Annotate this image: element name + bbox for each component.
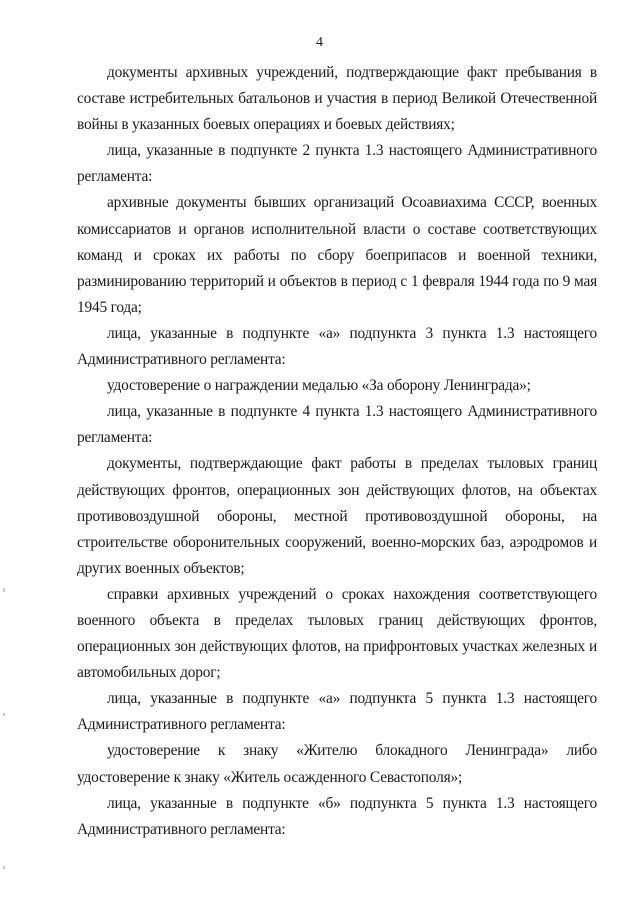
scan-artifact xyxy=(3,866,5,869)
paragraph-subclause-5b: лица, указанные в подпункте «б» подпункта 5 пункта 1.3 настоящего Административного регламента: xyxy=(77,794,597,838)
paragraph-leningrad-medal: удостоверение о награждении медалью «За оборону Ленинграда»; xyxy=(107,377,531,395)
paragraph-archive-certificates: справки архивных учреждений о сроках нахождения соответствующего военного объекта в пределах тыловых границ действующих фронтов, операционных зон действующих флотов, на прифронтовых участках железных и автомобильных дорог; xyxy=(77,585,597,682)
paragraph-subclause-5a: лица, указанные в подпункте «а» подпункта 5 пункта 1.3 настоящего Административного регламента: xyxy=(77,690,597,734)
scan-artifact xyxy=(3,588,5,592)
document-body xyxy=(77,60,597,843)
paragraph-subclause-2: лица, указанные в подпункте 2 пункта 1.3 настоящего Административного регламента: xyxy=(77,142,597,186)
paragraph-subclause-4: лица, указанные в подпункте 4 пункта 1.3 настоящего Административного регламента: xyxy=(77,403,597,447)
paragraph-osoaviakhim-documents: архивные документы бывших организаций Осоавиахима СССР, военных комиссариатов и органов исполнительной власти о составе соответствующих команд и сроках их работы по сбору боеприпасов и военной техники, разминированию территорий и объектов в период с 1 февраля 1944 года по 9 мая 1945 года; xyxy=(77,194,597,316)
page-number: 4 xyxy=(316,35,323,50)
paragraph-blockade-badge: удостоверение к знаку «Жителю блокадного Ленинграда» либо удостоверение к знаку «Житель осажденного Севастополя»; xyxy=(77,742,597,786)
paragraph-work-documents: документы, подтверждающие факт работы в пределах тыловых границ действующих фронтов, операционных зон действующих флотов, на объектах противовоздушной обороны, местной противовоздушной обороны, на строительстве оборонительных сооружений, военно-морских баз, аэродромов и других военных объектов; xyxy=(77,455,597,577)
scan-artifact xyxy=(3,713,5,716)
paragraph-archive-documents: документы архивных учреждений, подтверждающие факт пребывания в составе истребительных батальонов и участия в период Великой Отечественной войны в указанных боевых операциях и боевых действиях; xyxy=(77,64,597,134)
paragraph-subclause-3a: лица, указанные в подпункте «а» подпункта 3 пункта 1.3 настоящего Административного регламента: xyxy=(77,324,597,369)
